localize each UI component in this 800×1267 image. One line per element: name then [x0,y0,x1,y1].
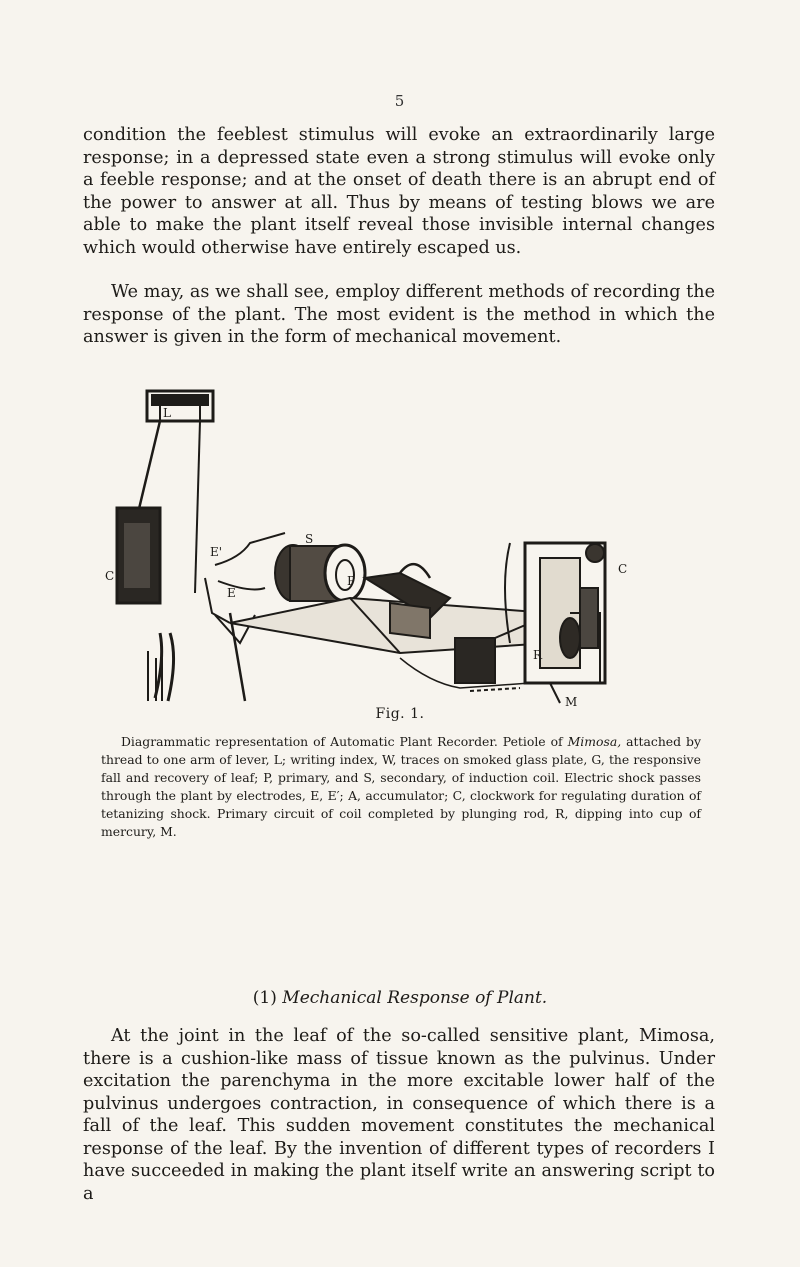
figure-caption [101,733,701,841]
section-number: (1) [252,988,277,1008]
fig-letter-S: S [305,532,314,546]
fig-letter-R: R [533,648,543,662]
fig-letter-L: L [163,406,171,420]
paragraph-2: We may, as we shall see, employ different methods of recording the response of the plant. The most evident is the method in which the answer is given in the form of mechanical movement. [83,282,715,347]
section-heading [0,988,800,1008]
paragraph-4: At the joint in the leaf of the so-called sensitive plant, Mimosa, there is a cushion-like mass of tissue known as the pulvinus. Under excitation the parenchyma in the more excitable lower half of the pulvinus undergoes contraction, in consequence of which there is a fall of the leaf. This sudden movement constitutes the mechanical response of the leaf. By the invention of different types of recorders I have succeeded in making the plant itself write an answering script to a [83,1026,715,1204]
figure-label: Fig. 1. [375,706,425,722]
page-number: 5 [394,92,406,110]
caption-lead: Diagrammatic representation of Automatic Plant Recorder. Petiole of [121,734,563,749]
plant-recorder-diagram [100,383,700,708]
fig-letter-M: M [565,695,578,708]
caption-rest: attached by thread to one arm of lever, L; writing index, W, traces on smoked glass plate, G, the responsive fall and recovery of leaf; P, primary, and S, secondary, of induction coil. Electric shock passes through the plant by electrodes, E, E′; A, accumulator; C, clockwork for regulating duration of tetanizing shock. Primary circuit of coil completed by plunging rod, R, dipping into cup of mercury, M. [101,734,701,839]
fig-letter-E: E [227,586,236,600]
fig-letter-E-prime: E' [210,545,223,559]
fig-letter-C-left: C [105,569,115,583]
fig-letter-C-right: C [618,562,628,576]
fig-letter-P: P [347,574,356,588]
paragraph-1: condition the feeblest stimulus will evoke an extraordinarily large response; in a depressed state even a strong stimulus will evoke only a feeble response; and at the onset of death there is an abrupt end of the power to answer at all. Thus by means of testing blows we are able to make the plant itself reveal those invisible internal changes which would otherwise have entirely escaped us. [83,125,715,258]
section-title: Mechanical Response of Plant. [282,988,548,1008]
caption-italic: Mimosa, [567,734,622,749]
